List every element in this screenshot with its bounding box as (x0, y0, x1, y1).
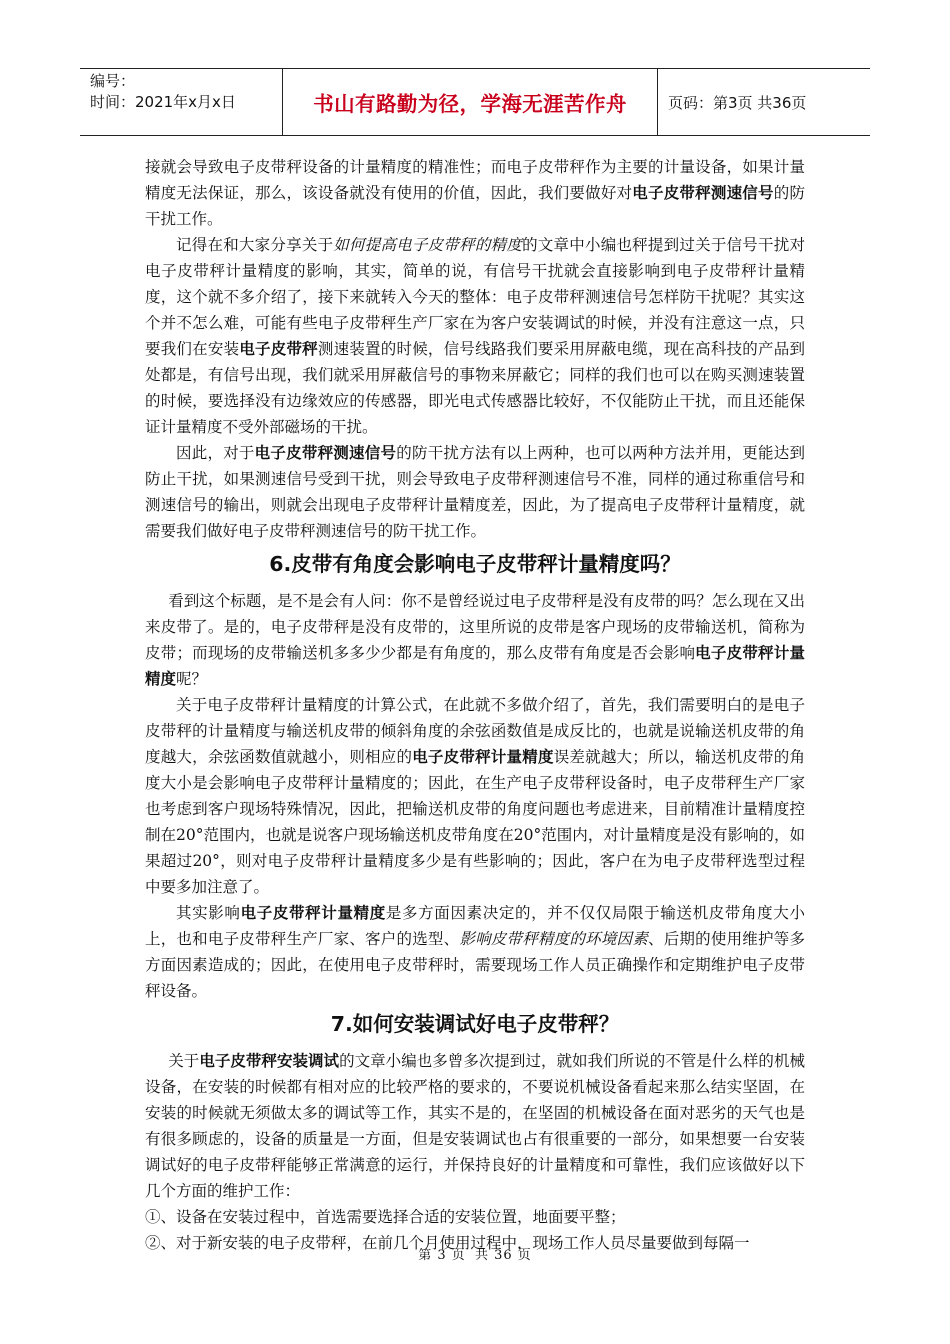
keyword-link: 电子皮带秤计量精度 (145, 644, 805, 688)
keyword-link: 电子皮带秤安装调试 (199, 1052, 340, 1070)
paragraph: 关于电子皮带秤计量精度的计算公式，在此就不多做介绍了，首先，我们需要明白的是电子皮带秤的计量精度与输送机皮带的倾斜角度的余弦函数值是成反比的，也就是说输送机皮带的角度越大，余弦函数值就越小，则相应的电子皮带秤计量精度误差就越大；所以，输送机皮带的角度大小是会影响电子皮带秤计量精度的；因此，在生产电子皮带秤设备时，电子皮带秤生产厂家也考虑到客户现场特殊情况，因此，把输送机皮带的角度问题也考虑进来，目前精准计量精度控制在20°范围内，也就是说客户现场输送机皮带角度在20°范围内，对计量精度是没有影响的，如果超过20°，则对电子皮带秤计量精度多少是有些影响的；因此，客户在为电子皮带秤选型过程中要多加注意了。 (145, 696, 805, 896)
paragraph: 关于电子皮带秤安装调试的文章小编也多曾多次提到过，就如我们所说的不管是什么样的机械设备，在安装的时候都有相对应的比较严格的要求的，不要说机械设备看起来那么结实坚固，在安装的时候就无须做太多的调试等工作，其实不是的，在坚固的机械设备在面对恶劣的天气也是有很多顾虑的，设备的质量是一方面，但是安装调试也占有很重要的一部分，如果想要一台安装调试好的电子皮带秤能够正常满意的运行，并保持良好的计量精度和可靠性，我们应该做好以下几个方面的维护工作： (145, 1052, 805, 1200)
paragraph: 记得在和大家分享关于如何提高电子皮带秤的精度的文章中小编也秤提到过关于信号干扰对电子皮带秤计量精度的影响，其实，简单的说，有信号干扰就会直接影响到电子皮带秤计量精度，这个就不多介绍了，接下来就转入今天的整体：电子皮带秤测速信号怎样防干扰呢？其实这个并不怎么难，可能有些电子皮带秤生产厂家在为客户安装调试的时候，并没有注意这一点，只要我们在安装电子皮带秤测速装置的时候，信号线路我们要采用屏蔽电缆，现在高科技的产品到处都是，有信号出现，我们就采用屏蔽信号的事物来屏蔽它；同样的我们也可以在购买测速装置的时候，要选择没有边缘效应的传感器，即光电式传感器比较好，不仅能防止干扰，而且还能保证计量精度不受外部磁场的干扰。 (145, 236, 805, 436)
paragraph: 看到这个标题，是不是会有人问：你不是曾经说过电子皮带秤是没有皮带的吗？怎么现在又出来皮带了。是的，电子皮带秤是没有皮带的，这里所说的皮带是客户现场的皮带输送机，简称为皮带；而现场的皮带输送机多多少少都是有角度的，那么皮带有角度是否会影响电子皮带秤计量精度呢？ (145, 592, 805, 688)
header-motto-cell (283, 69, 658, 135)
header-page-cell (658, 69, 870, 135)
keyword-link: 电子皮带秤计量精度 (412, 748, 554, 766)
page-body (145, 154, 805, 1256)
paragraph: 接就会导致电子皮带秤设备的计量精度的精准性；而电子皮带秤作为主要的计量设备，如果计量精度无法保证，那么，该设备就没有使用的价值，因此，我们要做好对电子皮带秤测速信号的防干扰工作。 (145, 158, 805, 228)
doc-date: 时间：2021年x月x日 (90, 93, 236, 111)
list-item: ①、设备在安装过程中，首选需要选择合适的安装位置，地面要平整； (145, 1208, 626, 1226)
article-reference: 影响皮带秤精度的环境因素 (459, 930, 648, 948)
keyword-link: 电子皮带秤测速信号 (254, 444, 397, 462)
page-header (80, 68, 870, 136)
footer-total: 共 36 页 (474, 1248, 532, 1263)
header-page-number: 页码：第3页 共36页 (668, 93, 807, 112)
header-motto: 书山有路勤为径，学海无涯苦作舟 (313, 92, 627, 116)
section-heading-6: 6.皮带有角度会影响电子皮带秤计量精度吗？ (269, 552, 681, 576)
keyword-link: 电子皮带秤测速信号 (632, 184, 774, 202)
paragraph: 因此，对于电子皮带秤测速信号的防干扰方法有以上两种，也可以两种方法并用，更能达到防止干扰，如果测速信号受到干扰，则会导致电子皮带秤测速信号不准，同样的通过称重信号和测速信号的输出，则就会出现电子皮带秤计量精度差，因此，为了提高电子皮带秤计量精度，就需要我们做好电子皮带秤测速信号的防干扰工作。 (145, 444, 805, 540)
keyword-link: 电子皮带秤 (239, 340, 318, 358)
doc-number: 编号： (90, 72, 136, 90)
keyword-link: 电子皮带秤计量精度 (240, 904, 386, 922)
page-footer (0, 1244, 950, 1263)
section-heading-7: 7.如何安装调试好电子皮带秤？ (330, 1012, 620, 1036)
paragraph: 其实影响电子皮带秤计量精度是多方面因素决定的，并不仅仅局限于输送机皮带角度大小上，也和电子皮带秤生产厂家、客户的选型、影响皮带秤精度的环境因素、后期的使用维护等多方面因素造成的；因此，在使用电子皮带秤时，需要现场工作人员正确操作和定期维护电子皮带秤设备。 (145, 904, 805, 1000)
list-item: ②、对于新安装的电子皮带秤，在前几个月使用过程中，现场工作人员尽量要做到每隔一 (145, 1234, 750, 1252)
article-reference: 如何提高电子皮带秤的精度 (333, 236, 523, 254)
footer-page: 第 3 页 (418, 1248, 466, 1263)
header-meta (80, 69, 283, 135)
